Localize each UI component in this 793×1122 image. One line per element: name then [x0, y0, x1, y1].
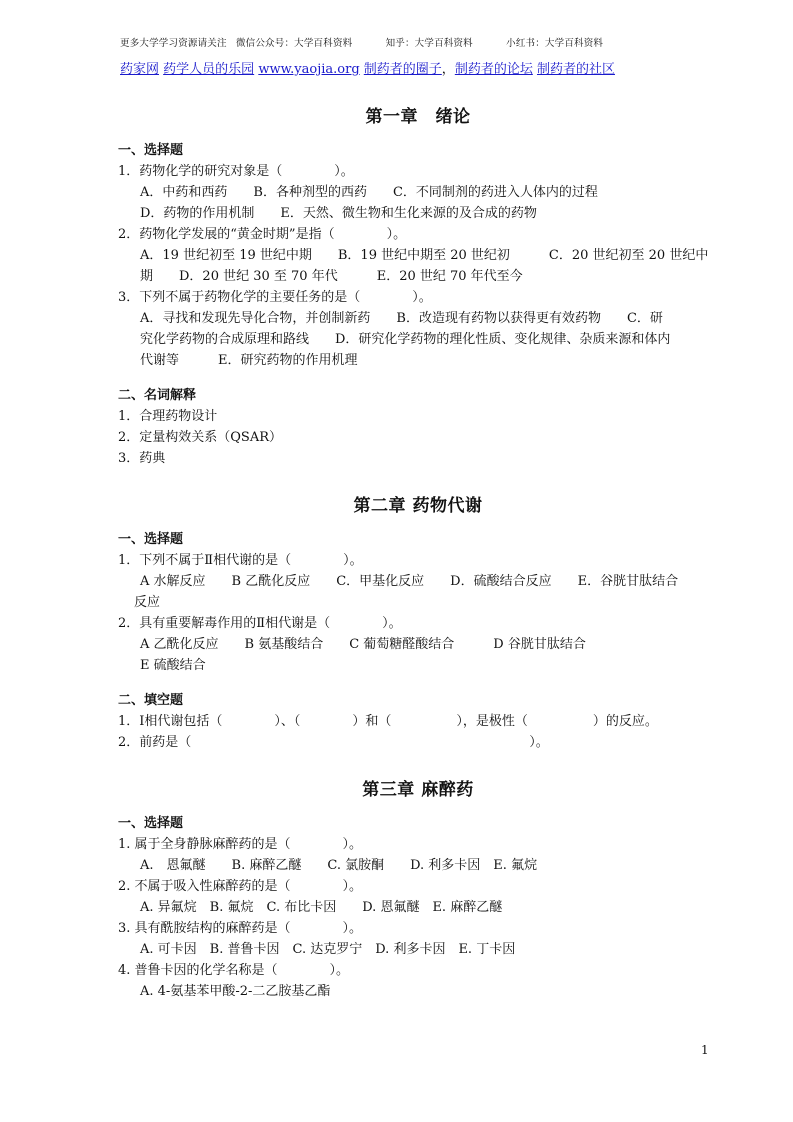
- options: 究化学药物的合成原理和路线 D．研究化学药物的理化性质、变化规律、杂质来源和体内: [140, 332, 671, 347]
- options: D．药物的作用机制 E．天然、微生物和生化来源的及合成的药物: [140, 206, 537, 221]
- banner-text: 更多大学学习资源请关注: [120, 38, 227, 49]
- term: 1．合理药物设计: [118, 409, 218, 424]
- link-separator: ，: [441, 62, 455, 77]
- options: 代谢等 E．研究药物的作用机理: [140, 353, 358, 368]
- options: A. 异氟烷 B. 氟烷 C. 布比卡因 D. 恩氟醚 E. 麻醉乙醚: [140, 900, 503, 915]
- chapter-title: 第三章 麻醉药: [362, 780, 474, 800]
- top-banner: [120, 35, 720, 49]
- options: A．19 世纪初至 19 世纪中期 B．19 世纪中期至 20 世纪初 C．20 世纪初至 20 世纪中: [140, 248, 709, 263]
- options: 反应: [134, 595, 161, 610]
- term: 3．药典: [118, 451, 166, 466]
- options: A. 恩氟醚 B. 麻醉乙醚 C. 氯胺酮 D. 利多卡因 E. 氟烷: [140, 858, 538, 873]
- link-community[interactable]: 制药者的社区: [536, 62, 615, 77]
- fill-blank: 2．前药是（ ）。: [118, 735, 549, 750]
- fill-blank: 1．Ⅰ相代谢包括（ ）、（ ）和（ ），是极性（ ）的反应。: [118, 714, 658, 729]
- question: 2. 不属于吸入性麻醉药的是（ ）。: [118, 879, 363, 894]
- section-heading: 二、名词解释: [118, 388, 197, 403]
- link-circle[interactable]: 制药者的圈子: [363, 62, 442, 77]
- header-links: [120, 58, 615, 77]
- banner-zhihu: 知乎：大学百科资料: [385, 38, 473, 49]
- question: 3. 具有酰胺结构的麻醉药是（ ）。: [118, 921, 363, 936]
- chapter-title: 第一章 绪论: [365, 107, 471, 127]
- options: A 水解反应 B 乙酰化反应 C．甲基化反应 D．硫酸结合反应 E．谷胱甘肽结合: [140, 574, 679, 589]
- question: 1．下列不属于Ⅱ相代谢的是（ ）。: [118, 553, 363, 568]
- document-body: [118, 102, 718, 1002]
- question: 1．药物化学的研究对象是（ ）。: [118, 164, 354, 179]
- options: A 乙酰化反应 B 氨基酸结合 C 葡萄糖醛酸结合 D 谷胱甘肽结合: [140, 637, 586, 652]
- question: 1. 属于全身静脉麻醉药的是（ ）。: [118, 837, 363, 852]
- options: A. 4-氨基苯甲酸-2-二乙胺基乙酯: [140, 984, 331, 999]
- options: A．中药和西药 B．各种剂型的西药 C．不同制剂的药进入人体内的过程: [140, 185, 598, 200]
- question: 3．下列不属于药物化学的主要任务的是（ ）。: [118, 290, 432, 305]
- link-forum[interactable]: 制药者的论坛: [454, 62, 533, 77]
- link-paradise[interactable]: 药学人员的乐园: [163, 62, 255, 77]
- chapter-title: 第二章 药物代谢: [353, 496, 483, 516]
- options: 期 D．20 世纪 30 至 70 年代 E．20 世纪 70 年代至今: [140, 269, 523, 284]
- section-heading: 一、选择题: [118, 816, 184, 831]
- options: E 硫酸结合: [140, 658, 206, 673]
- link-website[interactable]: www.yaojia.org: [258, 62, 360, 77]
- page-number: 1: [701, 1043, 709, 1057]
- section-heading: 二、填空题: [118, 693, 184, 708]
- link-yaojia[interactable]: 药家网: [120, 62, 160, 77]
- question: 4. 普鲁卡因的化学名称是（ ）。: [118, 963, 350, 978]
- section-heading: 一、选择题: [118, 143, 184, 158]
- options: A．寻找和发现先导化合物，并创制新药 B．改造现有药物以获得更有效药物 C．研: [140, 311, 663, 326]
- question: 2．具有重要解毒作用的Ⅱ相代谢是（ ）。: [118, 616, 402, 631]
- section-heading: 一、选择题: [118, 532, 184, 547]
- question: 2．药物化学发展的“黄金时期”是指（ ）。: [118, 227, 407, 242]
- term: 2．定量构效关系（QSAR）: [118, 430, 283, 445]
- banner-xiaohongshu: 小红书：大学百科资料: [506, 38, 604, 49]
- options: A. 可卡因 B. 普鲁卡因 C. 达克罗宁 D. 利多卡因 E. 丁卡因: [140, 942, 516, 957]
- banner-wechat: 微信公众号：大学百科资料: [235, 38, 353, 49]
